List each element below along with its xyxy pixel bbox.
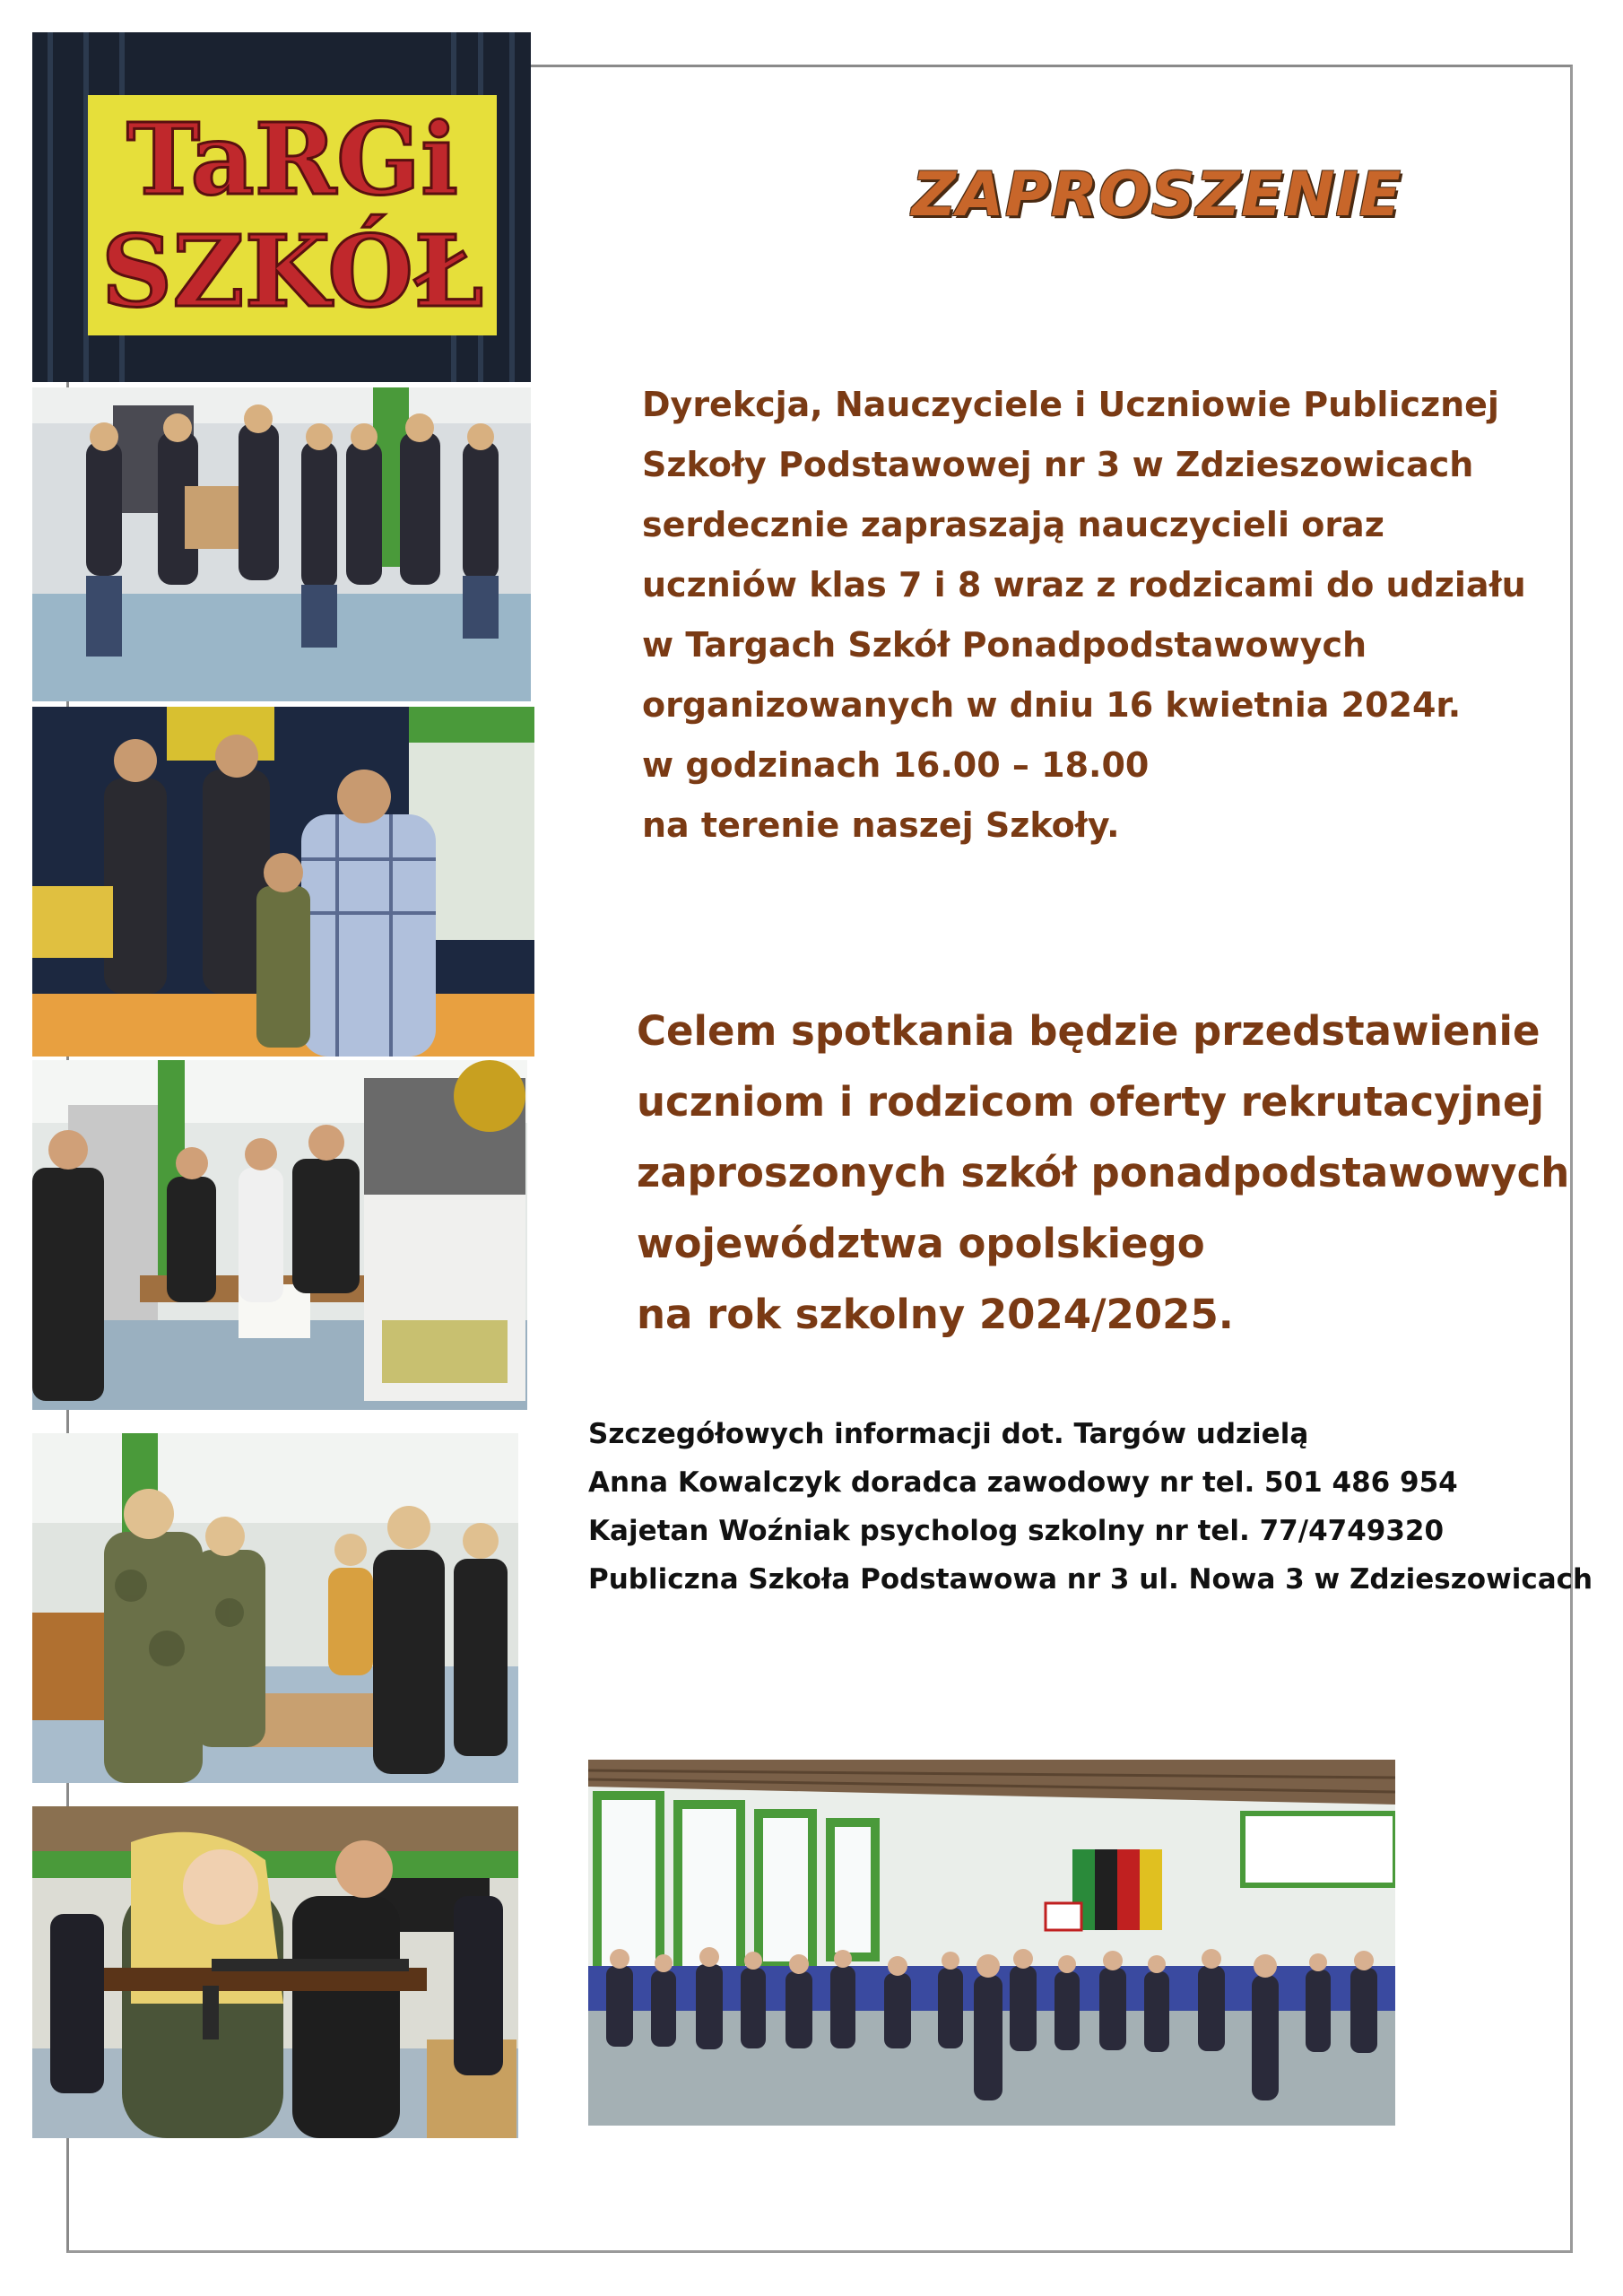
goal-line: zaproszonych szkół ponadpodstawowych: [637, 1149, 1570, 1196]
goal-line: województwa opolskiego: [637, 1220, 1205, 1267]
fair-photo-1: [32, 387, 531, 701]
contact-line: Kajetan Woźniak psycholog szkolny nr tel. 77/4749320: [588, 1515, 1445, 1547]
contact-line: Anna Kowalczyk doradca zawodowy nr tel. 501 486 954: [588, 1466, 1458, 1499]
banner-text-line-2: SZKÓŁ: [100, 213, 484, 329]
contact-line: Publiczna Szkoła Podstawowa nr 3 ul. Nowa 3 w Zdzieszowicach: [588, 1563, 1593, 1596]
intro-line: Szkoły Podstawowej nr 3 w Zdzieszowicach: [642, 445, 1474, 484]
intro-line: uczniów klas 7 i 8 wraz z rodzicami do udziału: [642, 565, 1526, 604]
contact-info: [588, 1410, 1593, 1604]
intro-line: serdecznie zapraszają nauczycieli oraz: [642, 505, 1384, 544]
fair-photo-4: [32, 1433, 518, 1783]
fair-photo-2: [32, 707, 534, 1057]
intro-line: w Targach Szkół Ponadpodstawowych: [642, 625, 1367, 665]
intro-line: Dyrekcja, Nauczyciele i Uczniowie Publicznej: [642, 385, 1499, 424]
goal-line: na rok szkolny 2024/2025.: [637, 1291, 1234, 1338]
goal-line: uczniom i rodzicom oferty rekrutacyjnej: [637, 1078, 1544, 1126]
invitation-paragraph: [642, 375, 1566, 856]
contact-line: Szczegółowych informacji dot. Targów udzielą: [588, 1418, 1309, 1450]
goal-paragraph: [637, 996, 1569, 1350]
goal-line: Celem spotkania będzie przedstawienie: [637, 1007, 1541, 1055]
gym-hall-photo: [588, 1760, 1395, 2126]
fair-photo-3: [32, 1060, 527, 1410]
fair-photo-5: [32, 1806, 518, 2138]
intro-line: w godzinach 16.00 – 18.00: [642, 745, 1150, 785]
banner-text-line-1: TaRGi: [126, 101, 458, 217]
intro-line: na terenie naszej Szkoły.: [642, 805, 1120, 845]
intro-line: organizowanych w dniu 16 kwietnia 2024r.: [642, 685, 1462, 725]
banner-photo: [32, 32, 531, 382]
page-title: ZAPROSZENIE: [911, 160, 1402, 230]
